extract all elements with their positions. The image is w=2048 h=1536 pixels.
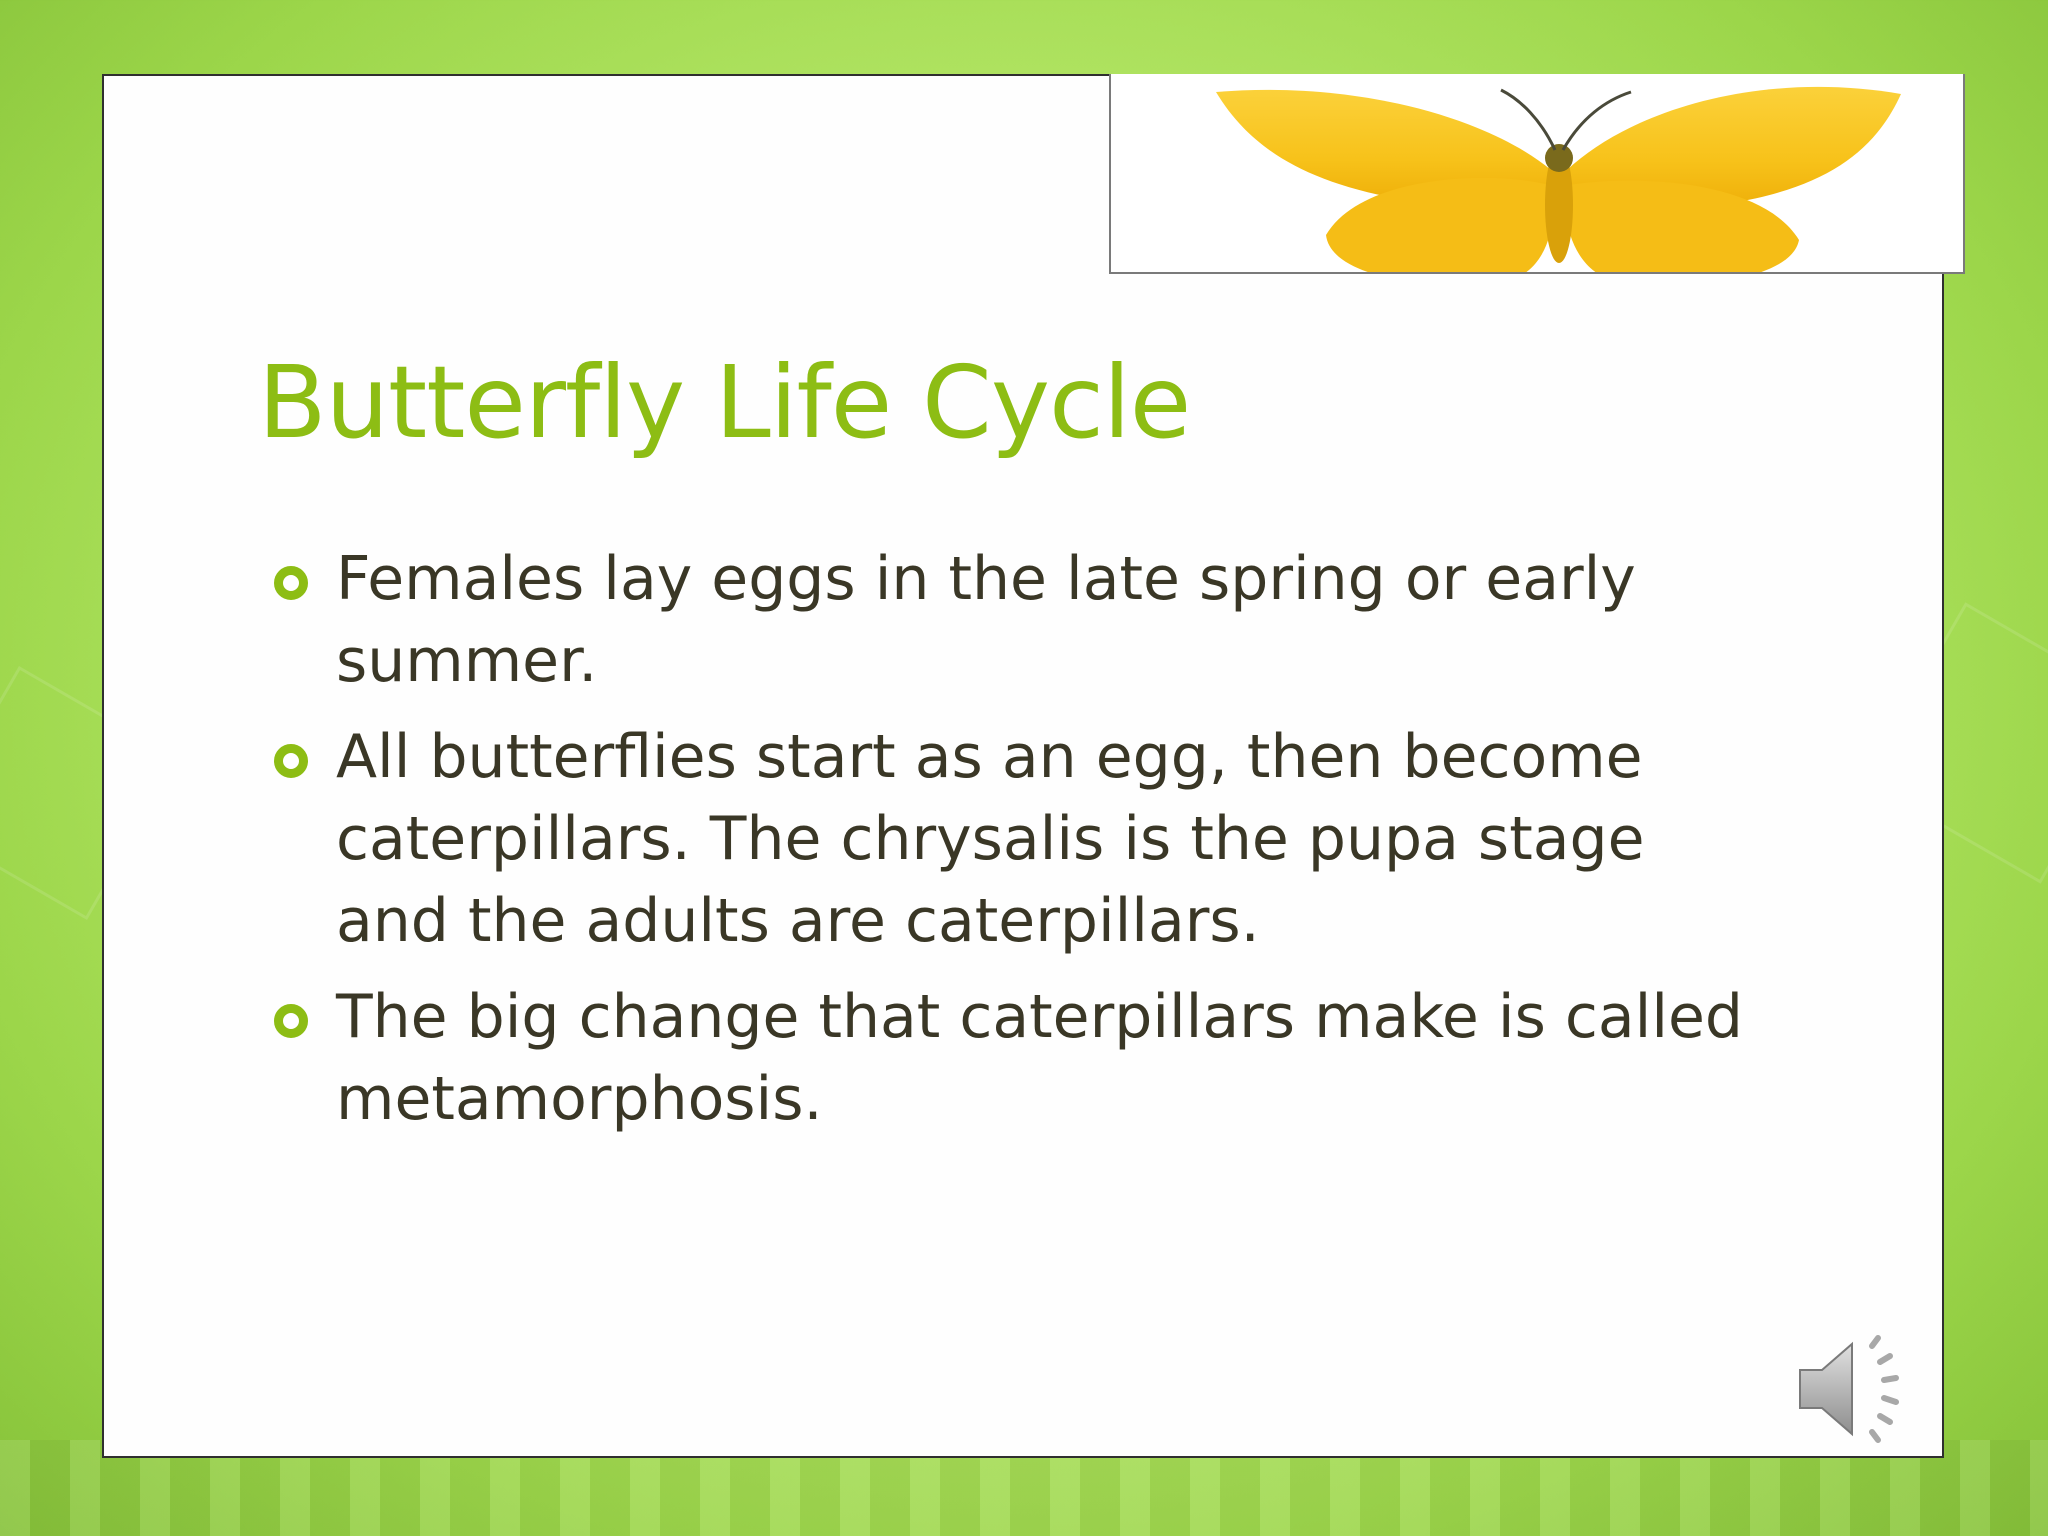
bullet-item — [272, 716, 1772, 962]
hollow-circle-bullet-icon — [274, 744, 308, 778]
hollow-circle-bullet-icon — [274, 566, 308, 600]
bullet-item — [272, 538, 1772, 702]
bullet-item — [272, 976, 1772, 1140]
bullet-text: The big change that caterpillars make is called metamorphosis. — [336, 982, 1744, 1134]
slide-title: Butterfly Life Cycle — [258, 344, 1191, 461]
bullet-list — [272, 538, 1772, 1154]
hollow-circle-bullet-icon — [274, 1004, 308, 1038]
bullet-text: All butterflies start as an egg, then become caterpillars. The chrysalis is the pupa stage and the adults are caterpillars. — [336, 722, 1645, 956]
butterfly-image — [1111, 74, 1965, 274]
butterfly-photo — [1109, 74, 1965, 274]
slide — [102, 74, 1944, 1458]
speaker-icon[interactable] — [1788, 1334, 1918, 1444]
bullet-text: Females lay eggs in the late spring or early summer. — [336, 544, 1636, 696]
